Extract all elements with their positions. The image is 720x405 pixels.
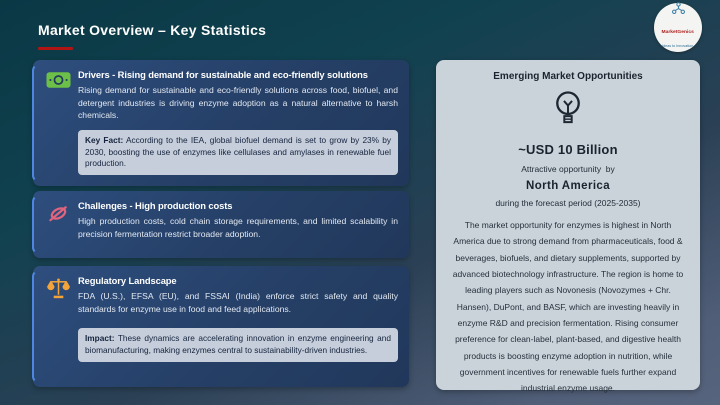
opportunity-value: ~USD 10 Billion [518,142,618,157]
molecule-icon [671,2,686,20]
opportunity-paragraph: The market opportunity for enzymes is highest in North America due to strong demand from pharmaceuticals, food & beverages, biofuels, and dietary supplements, supported by advanced biotechnology infrastructure. The region is home to leading players such as Novonesis (Novozymes + Chr. Hansen), DuPont, and BASF, which are investing heavily in enzyme R&D and precision fermentation. Rising consumer preference for clean-label, plant-based, and digestive health products is boosting enzyme adoption in nutrition, while government incentives for renewable fuels further expand industrial enzyme usage. [452,220,684,394]
card-accent-bracket [32,270,45,383]
drivers-card [33,60,409,186]
card-heading: Challenges - High production costs [78,200,233,211]
card-heading: Drivers - Rising demand for sustainable and eco-friendly solutions [78,69,368,80]
regulatory-card [33,266,409,387]
opportunity-subline: Attractive opportunity by [521,164,615,174]
broken-link-icon [46,202,72,226]
impact-box [78,328,398,362]
callout-label: Impact: [85,333,115,344]
callout-text: According to the IEA, global biofuel demand is set to grow by 23% by 2030, boosting the use of enzymes like cellulases and amylases in renewable fuel production. [85,134,391,169]
scales-icon [46,277,72,301]
callout-text: These dynamics are accelerating innovation in enzyme engineering and biomanufacturing, making enzymes central to sustainability-driven industries. [85,333,391,356]
brand-tagline: Ideas to Innovation [662,43,694,48]
card-accent-bracket [32,64,45,182]
challenges-card [33,191,409,258]
card-heading: Regulatory Landscape [78,275,177,286]
title-accent-underline [38,47,73,50]
brand-logo [654,3,702,52]
page-title: Market Overview – Key Statistics [38,22,267,38]
brand-text [662,23,694,51]
lightbulb-icon [553,89,583,134]
card-body: Rising demand for sustainable and eco-friendly solutions across food, biofuel, and detergent industries is driving enzyme adoption as a natural alternative to harsh chemicals. [78,85,398,121]
card-accent-bracket [32,195,45,254]
money-icon [46,71,72,95]
card-body: High production costs, cold chain storage requirements, and limited scalability in precision fermentation restrict broader adoption. [78,216,398,239]
opportunities-panel [436,60,700,394]
region-name: North America [525,180,610,192]
callout-label: Key Fact: [85,134,124,145]
key-fact-box [78,130,398,175]
forecast-period: during the forecast period (2025-2035) [495,198,641,208]
brand-name: MarketGenics [661,29,695,35]
panel-heading: Emerging Market Opportunities [493,71,643,82]
card-body: FDA (U.S.), EFSA (EU), and FSSAI (India) enforce strict safety and quality standards for enzyme use in food and feed applications. [78,291,398,314]
